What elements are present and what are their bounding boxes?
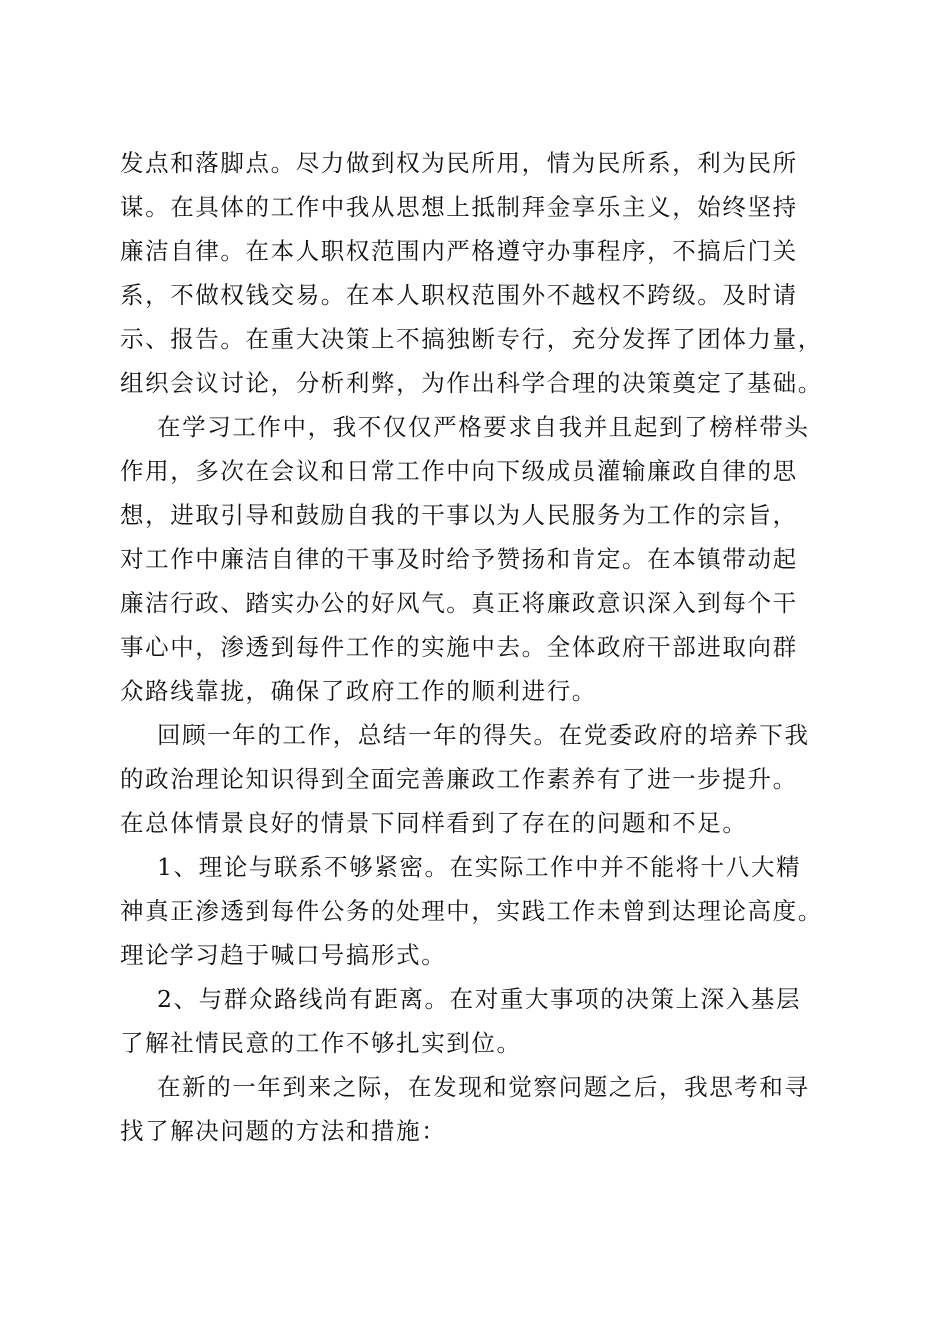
text-line: 神真正渗透到每件公务的处理中，实践工作未曾到达理论高度。 xyxy=(120,897,823,925)
text-line: 2、与群众路线尚有距离。在对重大事项的决策上深入基层 xyxy=(157,985,802,1013)
paragraph-6 xyxy=(120,1065,845,1153)
text-line: 众路线靠拢，确保了政府工作的顺利进行。 xyxy=(120,677,597,705)
text-line: 想，进取引导和鼓励自我的干事以为人民服务为工作的宗旨， xyxy=(120,501,798,529)
text-line: 了解社情民意的工作不够扎实到位。 xyxy=(120,1029,522,1057)
text-line: 示、报告。在重大决策上不搞独断专行，充分发挥了团体力量， xyxy=(120,325,823,353)
text-line: 找了解决问题的方法和措施： xyxy=(120,1117,447,1145)
text-line: 廉洁自律。在本人职权范围内严格遵守办事程序，不搞后门关 xyxy=(120,237,798,265)
text-line: 1、理论与联系不够紧密。在实际工作中并不能将十八大精 xyxy=(157,853,802,881)
text-line: 对工作中廉洁自律的干事及时给予赞扬和肯定。在本镇带动起 xyxy=(120,545,798,573)
paragraph-1 xyxy=(120,141,845,405)
paragraph-3 xyxy=(120,713,845,845)
document-body xyxy=(120,141,845,1153)
text-line: 事心中，渗透到每件工作的实施中去。全体政府干部进取向群 xyxy=(120,633,798,661)
text-line: 在新的一年到来之际，在发现和觉察问题之后，我思考和寻 xyxy=(157,1073,810,1101)
text-line: 的政治理论知识得到全面完善廉政工作素养有了进一步提升。 xyxy=(120,765,798,793)
text-line: 在总体情景良好的情景下同样看到了存在的问题和不足。 xyxy=(120,809,748,837)
paragraph-4 xyxy=(120,845,845,977)
text-line: 发点和落脚点。尽力做到权为民所用，情为民所系，利为民所 xyxy=(120,149,798,177)
text-line: 理论学习趋于喊口号搞形式。 xyxy=(120,941,447,969)
text-line: 在学习工作中，我不仅仅严格要求自我并且起到了榜样带头 xyxy=(157,413,810,441)
paragraph-2 xyxy=(120,405,845,713)
text-line: 谋。在具体的工作中我从思想上抵制拜金享乐主义，始终坚持 xyxy=(120,193,798,221)
paragraph-5 xyxy=(120,977,845,1065)
text-line: 系，不做权钱交易。在本人职权范围外不越权不跨级。及时请 xyxy=(120,281,798,309)
text-line: 组织会议讨论，分析利弊，为作出科学合理的决策奠定了基础。 xyxy=(120,369,823,397)
text-line: 廉洁行政、踏实办公的好风气。真正将廉政意识深入到每个干 xyxy=(120,589,798,617)
text-line: 作用，多次在会议和日常工作中向下级成员灌输廉政自律的思 xyxy=(120,457,798,485)
text-line: 回顾一年的工作，总结一年的得失。在党委政府的培养下我 xyxy=(157,721,810,749)
